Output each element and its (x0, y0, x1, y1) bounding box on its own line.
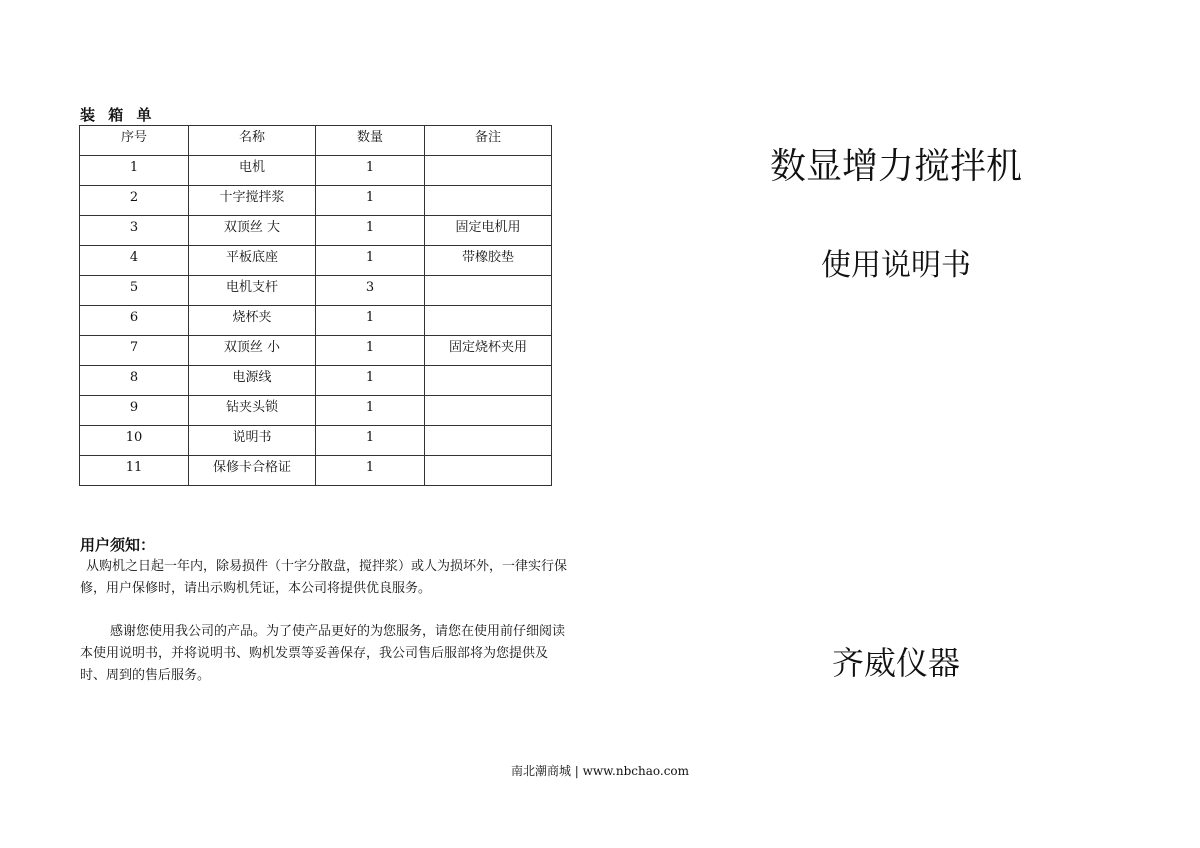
cell-quantity: 3 (316, 276, 425, 306)
table-row (80, 186, 552, 216)
cell-name: 保修卡合格证 (189, 456, 316, 486)
cell-quantity: 1 (316, 156, 425, 186)
cell-quantity: 1 (316, 396, 425, 426)
cell-remark (425, 156, 552, 186)
cell-remark (425, 366, 552, 396)
cell-name: 十字搅拌浆 (189, 186, 316, 216)
cell-name: 烧杯夹 (189, 306, 316, 336)
thanks-paragraph: 感谢您使用我公司的产品。为了使产品更好的为您服务，请您在使用前仔细阅读本使用说明书，并将说明书、购机发票等妥善保存，我公司售后服部将为您提供及时、周到的售后服务。 (80, 624, 566, 683)
table-row (80, 246, 552, 276)
cell-index: 2 (80, 186, 189, 216)
cell-quantity: 1 (316, 246, 425, 276)
cell-quantity: 1 (316, 366, 425, 396)
table-row (80, 156, 552, 186)
table-header-row (80, 126, 552, 156)
cell-quantity: 1 (316, 426, 425, 456)
cell-remark (425, 396, 552, 426)
table-row (80, 396, 552, 426)
cell-remark (425, 306, 552, 336)
user-notice-title: 用户须知： (80, 536, 156, 554)
cell-name: 电机支杆 (189, 276, 316, 306)
table-row (80, 366, 552, 396)
cell-name: 电源线 (189, 366, 316, 396)
cell-name: 平板底座 (189, 246, 316, 276)
company-name: 齐威仪器 (831, 644, 960, 682)
cell-quantity: 1 (316, 216, 425, 246)
cell-name: 双顶丝 大 (189, 216, 316, 246)
table-row (80, 456, 552, 486)
cell-index: 11 (80, 456, 189, 486)
cell-index: 4 (80, 246, 189, 276)
cell-remark: 带橡胶垫 (425, 246, 552, 276)
header-quantity: 数量 (316, 126, 425, 156)
cell-index: 7 (80, 336, 189, 366)
cell-quantity: 1 (316, 336, 425, 366)
cell-index: 10 (80, 426, 189, 456)
cell-remark: 固定电机用 (425, 216, 552, 246)
header-index: 序号 (80, 126, 189, 156)
header-name: 名称 (189, 126, 316, 156)
cell-remark (425, 456, 552, 486)
product-name: 数显增力搅拌机 (769, 146, 1022, 187)
cell-remark (425, 186, 552, 216)
cell-quantity: 1 (316, 456, 425, 486)
table-row (80, 306, 552, 336)
cell-name: 说明书 (189, 426, 316, 456)
cell-name: 双顶丝 小 (189, 336, 316, 366)
cell-index: 6 (80, 306, 189, 336)
cell-index: 5 (80, 276, 189, 306)
packing-list-title: 装 箱 单 (80, 106, 156, 124)
table-row (80, 276, 552, 306)
cell-quantity: 1 (316, 306, 425, 336)
packing-list-table (79, 125, 552, 486)
cell-name: 钻夹头锁 (189, 396, 316, 426)
cell-index: 8 (80, 366, 189, 396)
footer-text: 南北潮商城 | www.nbchao.com (510, 764, 690, 778)
header-remark: 备注 (425, 126, 552, 156)
table-row (80, 216, 552, 246)
cell-quantity: 1 (316, 186, 425, 216)
warranty-paragraph: 从购机之日起一年内，除易损件（十字分散盘，搅拌浆）或人为损坏外，一律实行保修，用户保修时，请出示购机凭证，本公司将提供优良服务。 (80, 559, 568, 596)
cell-remark (425, 426, 552, 456)
table-row (80, 426, 552, 456)
table-row (80, 336, 552, 366)
cell-index: 3 (80, 216, 189, 246)
cell-index: 1 (80, 156, 189, 186)
manual-title: 使用说明书 (821, 248, 971, 283)
cell-remark (425, 276, 552, 306)
cell-remark: 固定烧杯夹用 (425, 336, 552, 366)
cell-name: 电机 (189, 156, 316, 186)
cell-index: 9 (80, 396, 189, 426)
